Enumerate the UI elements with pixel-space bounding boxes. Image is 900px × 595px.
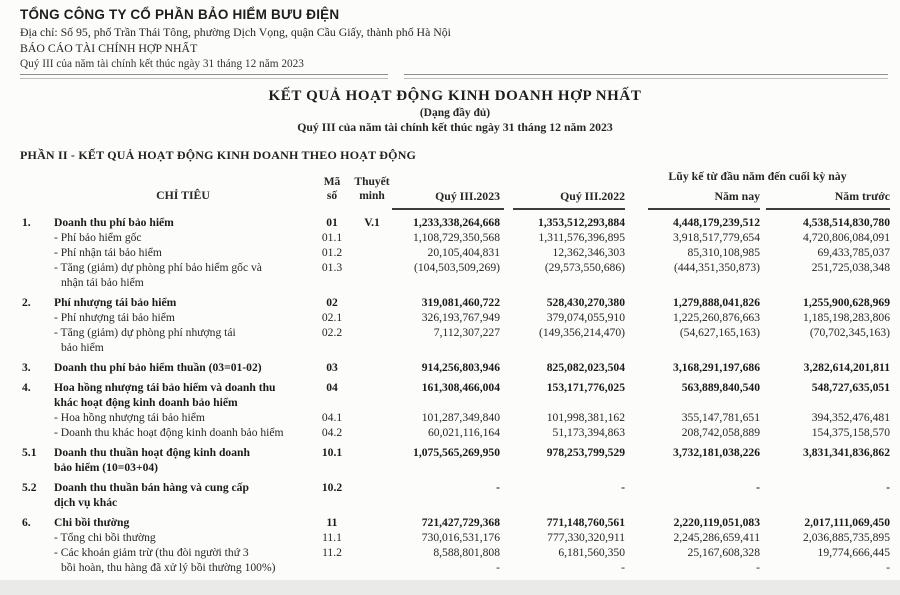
cell-nam-nay: 3,918,517,779,654 bbox=[673, 231, 760, 244]
cell-q3-2023: - bbox=[496, 561, 500, 574]
table-header bbox=[20, 169, 890, 210]
cell-nam-truoc bbox=[760, 275, 890, 290]
cell-label: bảo hiểm (10=03+04) bbox=[54, 461, 159, 474]
cell-nam-truoc: 154,375,158,570 bbox=[811, 426, 890, 439]
cell-nam-nay: 3,168,291,197,686 bbox=[673, 361, 760, 374]
header-underline bbox=[648, 208, 760, 210]
cell-nam-truoc: 19,774,666,445 bbox=[817, 546, 890, 559]
cell-nam-truoc: 3,831,341,836,862 bbox=[803, 446, 890, 459]
cell-q3-2023 bbox=[392, 395, 500, 410]
header-nam-nay-label: Năm nay bbox=[714, 189, 760, 203]
cell-nam-nay: 4,448,179,239,512 bbox=[673, 216, 760, 229]
table-row bbox=[20, 530, 890, 545]
cell-nam-nay: - bbox=[756, 481, 760, 494]
cell-nam-truoc: - bbox=[886, 561, 890, 574]
cell-q3-2023: 1,233,338,264,668 bbox=[413, 216, 500, 229]
cell-thuyet-minh bbox=[352, 515, 392, 530]
table-row bbox=[20, 275, 890, 290]
cell-label: - Tăng (giảm) dự phòng phí bảo hiểm gốc và bbox=[54, 261, 262, 274]
table-row bbox=[20, 395, 890, 410]
cell-thuyet-minh bbox=[352, 460, 392, 475]
cell-row-number bbox=[20, 495, 54, 510]
table-row bbox=[20, 360, 890, 375]
header-underline bbox=[766, 208, 890, 210]
cell-q3-2023: 1,108,729,350,568 bbox=[413, 231, 500, 244]
cell-label: - Tăng (giảm) dự phòng phí nhượng tái bbox=[54, 326, 236, 339]
cell-q3-2023: 101,287,349,840 bbox=[421, 411, 500, 424]
cell-row-number bbox=[20, 410, 54, 425]
cell-row-number: 6. bbox=[22, 516, 31, 529]
header-q3-2022 bbox=[500, 189, 625, 210]
table-row bbox=[20, 380, 890, 395]
cell-ma-so: 04 bbox=[326, 381, 338, 394]
cell-q3-2022 bbox=[500, 395, 625, 410]
cell-thuyet-minh bbox=[352, 410, 392, 425]
cell-nam-truoc: 1,185,198,283,806 bbox=[803, 311, 890, 324]
cell-row-number: 3. bbox=[22, 361, 31, 374]
cell-label: - Các khoản giảm trừ (thu đòi người thứ 3 bbox=[54, 546, 249, 559]
cell-nam-nay: 3,732,181,038,226 bbox=[673, 446, 760, 459]
cell-nam-truoc: - bbox=[886, 481, 890, 494]
table-row bbox=[20, 460, 890, 475]
table-row bbox=[20, 560, 890, 575]
cell-ma-so bbox=[312, 340, 352, 355]
cell-q3-2023: 8,588,801,808 bbox=[433, 546, 500, 559]
cell-label: Doanh thu thuần bán hàng và cung cấp bbox=[54, 481, 249, 494]
cell-q3-2022: 825,082,023,504 bbox=[546, 361, 625, 374]
header-thuyet-minh-line2: minh bbox=[359, 190, 385, 202]
cell-nam-nay: 208,742,058,889 bbox=[681, 426, 760, 439]
cell-q3-2023 bbox=[392, 340, 500, 355]
cell-nam-truoc: 394,352,476,481 bbox=[811, 411, 890, 424]
cell-label: - Phí nhận tái bảo hiểm bbox=[54, 246, 162, 259]
cell-row-number bbox=[20, 545, 54, 560]
cell-row-number bbox=[20, 560, 54, 575]
table-row bbox=[20, 230, 890, 245]
cell-label: Phí nhượng tái bảo hiểm bbox=[54, 296, 177, 309]
cell-row-number: 5.2 bbox=[22, 481, 37, 494]
table-row bbox=[20, 295, 890, 310]
scan-footer-band bbox=[0, 580, 900, 595]
cell-q3-2022: 6,181,560,350 bbox=[558, 546, 625, 559]
cell-q3-2023: (104,503,509,269) bbox=[414, 261, 500, 274]
cell-q3-2023: 914,256,803,946 bbox=[421, 361, 500, 374]
cell-label: - Phí bảo hiểm gốc bbox=[54, 231, 142, 244]
cell-q3-2022: - bbox=[621, 561, 625, 574]
divider-segment-left bbox=[20, 74, 388, 79]
header-ma-so-line2: số bbox=[326, 190, 338, 202]
cell-row-number: 2. bbox=[22, 296, 31, 309]
letterhead bbox=[20, 7, 890, 70]
table-row bbox=[20, 425, 890, 440]
table-row bbox=[20, 310, 890, 325]
cell-label: - Hoa hồng nhượng tái bảo hiểm bbox=[54, 411, 205, 424]
cell-row-number bbox=[20, 395, 54, 410]
cell-thuyet-minh bbox=[352, 480, 392, 495]
cell-row-number bbox=[20, 530, 54, 545]
cell-nam-truoc: 251,725,038,348 bbox=[811, 261, 890, 274]
cell-thuyet-minh bbox=[352, 295, 392, 310]
cell-thuyet-minh bbox=[352, 545, 392, 560]
cell-thuyet-minh bbox=[352, 395, 392, 410]
header-luy-ke: Lũy kế từ đầu năm đến cuối kỳ này bbox=[668, 169, 847, 183]
cell-ma-so: 04.1 bbox=[321, 411, 343, 424]
cell-nam-truoc: 1,255,900,628,969 bbox=[803, 296, 890, 309]
divider-rule bbox=[20, 74, 888, 79]
cell-thuyet-minh bbox=[352, 230, 392, 245]
header-luy-ke-columns bbox=[625, 189, 890, 210]
cell-row-number bbox=[20, 245, 54, 260]
table-body bbox=[20, 215, 890, 595]
cell-q3-2023: 161,308,466,004 bbox=[421, 381, 500, 394]
table-row bbox=[20, 245, 890, 260]
table-row bbox=[20, 515, 890, 530]
header-nam-truoc-label: Năm trước bbox=[834, 189, 890, 203]
cell-ma-so bbox=[312, 275, 352, 290]
cell-nam-truoc: 3,282,614,201,811 bbox=[803, 361, 890, 374]
cell-label: Doanh thu phí bảo hiểm thuần (03=01-02) bbox=[54, 361, 262, 374]
cell-q3-2022 bbox=[500, 340, 625, 355]
table-row bbox=[20, 410, 890, 425]
cell-q3-2023: 7,112,307,227 bbox=[433, 326, 500, 339]
header-q3-2022-label: Quý III.2022 bbox=[560, 189, 625, 203]
company-address: Địa chỉ: Số 95, phố Trần Thái Tông, phường Dịch Vọng, quận Cầu Giấy, thành phố Hà Nội bbox=[20, 25, 451, 39]
cell-q3-2023: 730,016,531,176 bbox=[421, 531, 500, 544]
cell-nam-nay: 85,310,108,985 bbox=[687, 246, 760, 259]
header-nam-truoc bbox=[760, 189, 890, 210]
cell-row-number bbox=[20, 310, 54, 325]
cell-row-number bbox=[20, 425, 54, 440]
cell-nam-nay: 563,889,840,540 bbox=[681, 381, 760, 394]
cell-label: bảo hiểm bbox=[61, 341, 104, 354]
header-thuyet-minh bbox=[352, 175, 392, 210]
cell-nam-truoc: 69,433,785,037 bbox=[817, 246, 890, 259]
divider-segment-right bbox=[404, 74, 888, 79]
document-subtitle-period: Quý III của năm tài chính kết thúc ngày 31 tháng 12 năm 2023 bbox=[297, 120, 613, 134]
cell-row-number bbox=[20, 260, 54, 275]
cell-q3-2022: (29,573,550,686) bbox=[544, 261, 625, 274]
cell-ma-so: 02.1 bbox=[321, 311, 343, 324]
header-ma-so-line1: Mã bbox=[323, 176, 341, 188]
cell-nam-nay: 25,167,608,328 bbox=[687, 546, 760, 559]
cell-q3-2022 bbox=[500, 275, 625, 290]
cell-nam-nay: 2,220,119,051,083 bbox=[673, 516, 760, 529]
cell-row-number: 5.1 bbox=[22, 446, 37, 459]
cell-ma-so: 01.3 bbox=[321, 261, 343, 274]
title-block bbox=[20, 88, 890, 135]
table-row bbox=[20, 545, 890, 560]
cell-ma-so: 11 bbox=[326, 516, 338, 529]
header-underline bbox=[392, 208, 504, 210]
cell-ma-so: 01 bbox=[326, 216, 338, 229]
cell-q3-2022: 777,330,320,911 bbox=[547, 531, 625, 544]
cell-q3-2023 bbox=[392, 495, 500, 510]
table-row bbox=[20, 325, 890, 340]
cell-q3-2023: 1,075,565,269,950 bbox=[413, 446, 500, 459]
cell-thuyet-minh bbox=[352, 560, 392, 575]
cell-nam-nay: - bbox=[756, 561, 760, 574]
company-name: TỔNG CÔNG TY CỔ PHẦN BẢO HIỂM BƯU ĐIỆN bbox=[20, 7, 340, 22]
cell-q3-2023 bbox=[392, 275, 500, 290]
cell-thuyet-minh bbox=[352, 260, 392, 275]
header-ma-so bbox=[312, 175, 352, 210]
cell-thuyet-minh bbox=[352, 360, 392, 375]
cell-q3-2022: 978,253,799,529 bbox=[546, 446, 625, 459]
cell-q3-2022: 771,148,760,561 bbox=[546, 516, 625, 529]
cell-q3-2022: 1,353,512,293,884 bbox=[538, 216, 625, 229]
cell-q3-2022: - bbox=[621, 481, 625, 494]
cell-q3-2023: - bbox=[496, 481, 500, 494]
cell-q3-2022: 12,362,346,303 bbox=[552, 246, 625, 259]
table-row bbox=[20, 215, 890, 230]
cell-nam-nay: (444,351,350,873) bbox=[674, 261, 760, 274]
cell-nam-truoc bbox=[760, 495, 890, 510]
cell-nam-nay: 1,225,260,876,663 bbox=[673, 311, 760, 324]
cell-row-number: 1. bbox=[22, 216, 31, 229]
cell-row-number bbox=[20, 275, 54, 290]
header-nam-nay bbox=[625, 189, 760, 210]
cell-q3-2022 bbox=[500, 495, 625, 510]
cell-row-number bbox=[20, 340, 54, 355]
cell-nam-truoc: 2,036,885,735,895 bbox=[803, 531, 890, 544]
cell-ma-so: 10.2 bbox=[321, 481, 343, 494]
table-row bbox=[20, 445, 890, 460]
cell-label: Chi bồi thường bbox=[54, 516, 130, 529]
cell-thuyet-minh: V.1 bbox=[364, 216, 380, 229]
cell-ma-so: 11.1 bbox=[322, 531, 342, 544]
cell-label: - Phí nhượng tái bảo hiểm bbox=[54, 311, 175, 324]
cell-ma-so: 10.1 bbox=[321, 446, 343, 459]
cell-row-number: 4. bbox=[22, 381, 31, 394]
cell-label: nhận tái bảo hiểm bbox=[61, 276, 144, 289]
header-luy-ke-group bbox=[625, 169, 890, 210]
header-q3-2023-label: Quý III.2023 bbox=[435, 189, 500, 203]
cell-nam-truoc: 2,017,111,069,450 bbox=[804, 516, 890, 529]
cell-label: Hoa hồng nhượng tái bảo hiểm và doanh thu bbox=[54, 381, 276, 394]
cell-q3-2022: 51,173,394,863 bbox=[552, 426, 625, 439]
cell-label: bồi hoàn, thu hàng đã xử lý bồi thường 100%) bbox=[61, 561, 276, 574]
section-title: PHẦN II - KẾT QUẢ HOẠT ĐỘNG KINH DOANH THEO HOẠT ĐỘNG bbox=[20, 148, 417, 162]
header-underline bbox=[513, 208, 625, 210]
cell-q3-2022: 528,430,270,380 bbox=[546, 296, 625, 309]
cell-thuyet-minh bbox=[352, 530, 392, 545]
cell-thuyet-minh bbox=[352, 310, 392, 325]
cell-thuyet-minh bbox=[352, 495, 392, 510]
cell-nam-truoc bbox=[760, 460, 890, 475]
cell-q3-2023: 319,081,460,722 bbox=[421, 296, 500, 309]
cell-nam-nay bbox=[625, 495, 760, 510]
cell-nam-truoc: 4,538,514,830,780 bbox=[803, 216, 890, 229]
cell-q3-2022: 1,311,576,396,895 bbox=[538, 231, 625, 244]
cell-ma-so: 03 bbox=[326, 361, 338, 374]
table-row bbox=[20, 495, 890, 510]
document-subtitle-form: (Dạng đầy đủ) bbox=[419, 107, 491, 119]
cell-thuyet-minh bbox=[352, 325, 392, 340]
cell-q3-2023 bbox=[392, 460, 500, 475]
cell-thuyet-minh bbox=[352, 275, 392, 290]
cell-thuyet-minh bbox=[352, 340, 392, 355]
cell-nam-truoc: 548,727,635,051 bbox=[811, 381, 890, 394]
header-thuyet-minh-line1: Thuyết bbox=[354, 176, 390, 188]
cell-nam-nay bbox=[625, 460, 760, 475]
cell-nam-nay: 355,147,781,651 bbox=[681, 411, 760, 424]
cell-q3-2023: 20,105,404,831 bbox=[427, 246, 500, 259]
cell-nam-truoc bbox=[760, 340, 890, 355]
cell-q3-2023: 60,021,116,164 bbox=[427, 426, 500, 439]
cell-q3-2022: 101,998,381,162 bbox=[546, 411, 625, 424]
report-type: BÁO CÁO TÀI CHÍNH HỢP NHẤT bbox=[20, 41, 198, 55]
table-row bbox=[20, 260, 890, 275]
cell-q3-2023: 721,427,729,368 bbox=[421, 516, 500, 529]
cell-ma-so: 11.2 bbox=[322, 546, 342, 559]
cell-ma-so bbox=[312, 560, 352, 575]
table-row bbox=[20, 340, 890, 355]
cell-row-number bbox=[20, 325, 54, 340]
cell-ma-so bbox=[312, 495, 352, 510]
cell-thuyet-minh bbox=[352, 245, 392, 260]
cell-nam-nay: (54,627,165,163) bbox=[679, 326, 760, 339]
header-q3-2023 bbox=[392, 189, 500, 210]
cell-nam-nay bbox=[625, 395, 760, 410]
cell-label: khác hoạt động kinh doanh bảo hiểm bbox=[54, 396, 238, 409]
cell-q3-2022: 153,171,776,025 bbox=[546, 381, 625, 394]
report-period: Quý III của năm tài chính kết thúc ngày 31 tháng 12 năm 2023 bbox=[20, 58, 304, 70]
cell-q3-2022: 379,074,055,910 bbox=[546, 311, 625, 324]
cell-ma-so: 01.1 bbox=[321, 231, 343, 244]
cell-row-number bbox=[20, 460, 54, 475]
table-row bbox=[20, 480, 890, 495]
header-chi-tieu: CHỈ TIÊU bbox=[156, 188, 210, 202]
cell-nam-nay bbox=[625, 340, 760, 355]
cell-ma-so: 04.2 bbox=[321, 426, 343, 439]
document-title: KẾT QUẢ HOẠT ĐỘNG KINH DOANH HỢP NHẤT bbox=[268, 88, 642, 104]
cell-nam-truoc: (70,702,345,163) bbox=[809, 326, 890, 339]
cell-label: Doanh thu phí bảo hiểm bbox=[54, 216, 174, 229]
cell-label: - Tổng chi bồi thường bbox=[54, 531, 156, 544]
cell-ma-so bbox=[312, 460, 352, 475]
cell-thuyet-minh bbox=[352, 425, 392, 440]
cell-thuyet-minh bbox=[352, 445, 392, 460]
cell-q3-2022: (149,356,214,470) bbox=[539, 326, 625, 339]
cell-ma-so bbox=[312, 395, 352, 410]
cell-label: Doanh thu thuần hoạt động kinh doanh bbox=[54, 446, 250, 459]
cell-nam-nay bbox=[625, 275, 760, 290]
cell-q3-2023: 326,193,767,949 bbox=[421, 311, 500, 324]
cell-nam-truoc: 4,720,806,084,091 bbox=[803, 231, 890, 244]
cell-q3-2022 bbox=[500, 460, 625, 475]
cell-nam-truoc bbox=[760, 395, 890, 410]
cell-label: - Doanh thu khác hoạt động kinh doanh bảo hiểm bbox=[54, 426, 284, 439]
cell-nam-nay: 2,245,286,659,411 bbox=[673, 531, 760, 544]
cell-label: dịch vụ khác bbox=[54, 496, 118, 509]
cell-ma-so: 02.2 bbox=[321, 326, 343, 339]
cell-thuyet-minh bbox=[352, 380, 392, 395]
cell-row-number bbox=[20, 230, 54, 245]
cell-ma-so: 01.2 bbox=[321, 246, 343, 259]
cell-nam-nay: 1,279,888,041,826 bbox=[673, 296, 760, 309]
cell-ma-so: 02 bbox=[326, 296, 338, 309]
